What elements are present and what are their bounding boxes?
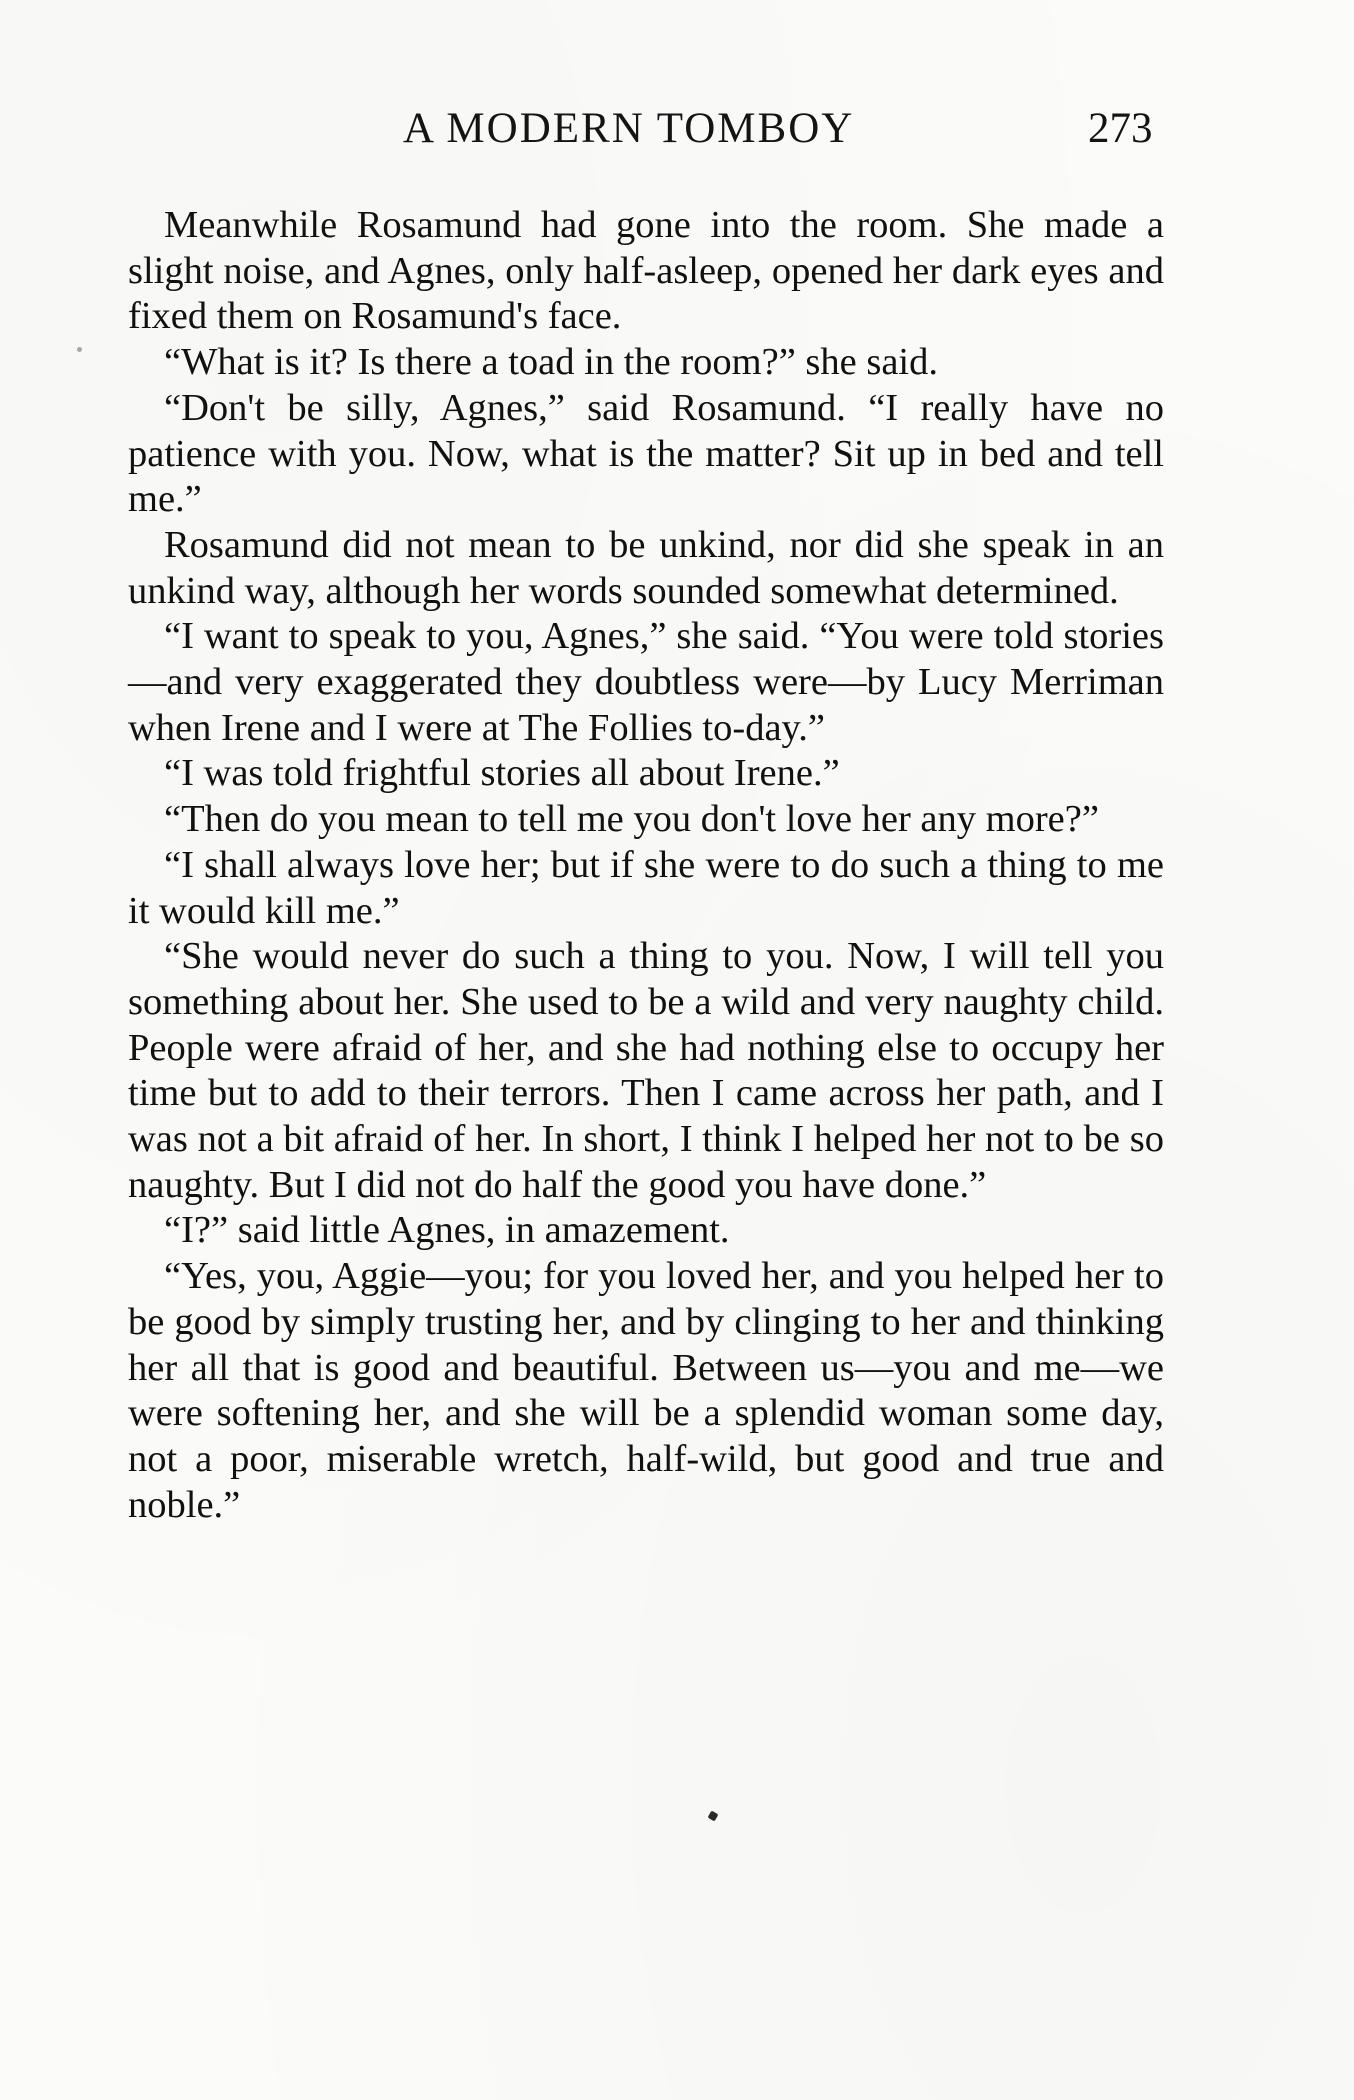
running-title: A MODERN TOMBOY xyxy=(403,105,855,152)
paragraph: “I?” said little Agnes, in amazement. xyxy=(164,1209,730,1252)
paragraph: Rosamund did not mean to be unkind, nor did she speak in an unkind way, although her words sounded somewhat determined. xyxy=(128,523,1164,612)
ink-mark xyxy=(708,1811,719,1822)
paragraph: “I was told frightful stories all about Irene.” xyxy=(164,752,840,795)
paragraph: “What is it? Is there a toad in the room?” she said. xyxy=(164,341,939,384)
page-number: 273 xyxy=(1088,105,1153,152)
paragraph: “I shall always love her; but if she were to do such a thing to me it would kill me.” xyxy=(128,843,1164,932)
paragraph: “Don't be silly, Agnes,” said Rosamund. “I really have no patience with you. Now, what is the matter? Sit up in bed and tell me.” xyxy=(128,386,1164,521)
body-text xyxy=(128,203,1164,1528)
paragraph: “Yes, you, Aggie—you; for you loved her, and you helped her to be good by simply trusting her, and by clinging to her and thinking her all that is good and beautiful. Between us—you and me—we were softening her, and she will be a splendid woman some day, not a poor, miserable wretch, half-wild, but good and true and noble.” xyxy=(128,1255,1164,1526)
ink-speck xyxy=(77,347,82,352)
paragraph: “I want to speak to you, Agnes,” she said. “You were told stories—and very exaggerated they doubtless were—by Lucy Merriman when Irene and I were at The Follies to-day.” xyxy=(128,615,1164,749)
paragraph: “Then do you mean to tell me you don't love her any more?” xyxy=(164,798,1099,841)
paragraph: Meanwhile Rosamund had gone into the room. She made a slight noise, and Agnes, only half-asleep, opened her dark eyes and fixed them on Rosamund's face. xyxy=(128,204,1164,338)
paragraph: “She would never do such a thing to you. Now, I will tell you something about her. She used to be a wild and very naughty child. People were afraid of her, and she had nothing else to occupy her time but to add to their terrors. Then I came across her path, and I was not a bit afraid of her. In short, I think I helped her not to be so naughty. But I did not do half the good you have done.” xyxy=(128,935,1164,1206)
page-header xyxy=(0,104,1354,164)
